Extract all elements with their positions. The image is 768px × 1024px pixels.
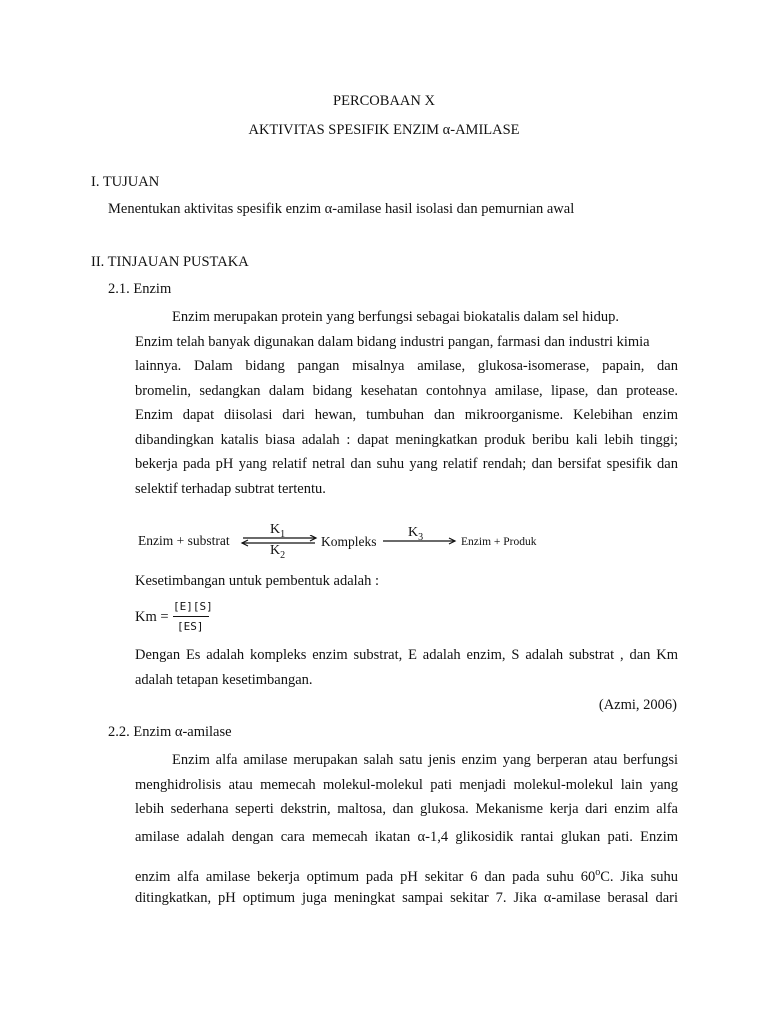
- km-denominator: [ES]: [177, 620, 204, 633]
- paragraph-2-1-first-line: Enzim merupakan protein yang berfungsi sebagai biokatalis dalam sel hidup.: [172, 309, 619, 325]
- km-lhs: Km =: [135, 609, 169, 625]
- km-numerator: [E][S]: [173, 600, 213, 613]
- citation: (Azmi, 2006): [598, 697, 677, 713]
- paragraph-km-line: Dengan Es adalah kompleks enzim substrat, E adalah enzim, S adalah substrat , dan Km: [135, 647, 678, 663]
- rate-constant-k3: $K_3$: [408, 525, 424, 543]
- reaction-reactants: Enzim + substrat: [138, 533, 230, 548]
- paragraph-2-1-line: bromelin, sedangkan dalam bidang kesehatan contohnya amilase, lipase, dan protease.: [135, 382, 678, 399]
- section-1-text: Menentukan aktivitas spesifik enzim α-amilase hasil isolasi dan pemurnian awal: [108, 201, 575, 217]
- subsection-2-2-label: 2.2. Enzim α-amilase: [108, 724, 232, 740]
- paragraph-km-line: adalah tetapan kesetimbangan.: [135, 672, 313, 688]
- rate-constant-k2: $K_2$: [270, 543, 286, 561]
- paragraph-2-1-line: Enzim dapat diisolasi dari hewan, tumbuhan dan mikroorganisme. Kelebihan enzim: [135, 407, 678, 423]
- paragraph-2-2-line: amilase adalah dengan cara memecah ikatan α-1,4 glikosidik rantai glukan pati. Enzim: [135, 829, 678, 845]
- subsection-2-1-label: 2.1. Enzim: [108, 281, 172, 297]
- section-2-label: II. TINJAUAN PUSTAKA: [91, 254, 249, 270]
- paragraph-2-1-line: dibandingkan katalis biasa adalah : dapat meningkatkan produk beribu kali lebih tinggi;: [135, 431, 678, 448]
- document-title: PERCOBAAN X: [333, 93, 435, 109]
- reaction-products: Enzim + Produk: [461, 536, 537, 548]
- paragraph-2-2-temperature-line: enzim alfa amilase bekerja optimum pada pH sekitar 6 dan pada suhu 60$^o$C. Jika suhu: [135, 867, 679, 885]
- document-subtitle: AKTIVITAS SPESIFIK ENZIM α-AMILASE: [248, 122, 520, 138]
- section-1-label: I. TUJUAN: [91, 174, 160, 190]
- forward-arrow-icon: [383, 537, 457, 545]
- paragraph-2-2-line: ditingkatkan, pH optimum juga meningkat sampai sekitar 7. Jika α-amilase berasal dari: [135, 890, 678, 906]
- paragraph-2-1-line: Enzim telah banyak digunakan dalam bidang industri pangan, farmasi dan industri kimia: [135, 333, 650, 350]
- paragraph-2-1-line: bekerja pada pH yang relatif netral dan suhu yang relatif rendah; dan bersifat spesifik dan: [135, 456, 678, 472]
- paragraph-2-1-line: lainnya. Dalam bidang pangan misalnya amilase, glukosa-isomerase, papain, dan: [135, 358, 678, 374]
- paragraph-2-2-first-line: Enzim alfa amilase merupakan salah satu jenis enzim yang berperan atau berfungsi: [172, 752, 678, 768]
- paragraph-2-1-line: selektif terhadap subtrat tertentu.: [135, 480, 326, 497]
- paragraph-2-2-line: lebih sederhana seperti dekstrin, maltosa, dan glukosa. Mekanisme kerja dari enzim alfa: [135, 801, 678, 817]
- fraction-bar: [173, 616, 209, 617]
- rate-constant-k1: $K_1$: [270, 522, 286, 540]
- paragraph-2-2-line: menghidrolisis atau memecah molekul-molekul pati menjadi molekul-molekul lain yang: [135, 776, 678, 793]
- km-intro: Kesetimbangan untuk pembentuk adalah :: [135, 573, 380, 589]
- reaction-complex: Kompleks: [321, 534, 377, 549]
